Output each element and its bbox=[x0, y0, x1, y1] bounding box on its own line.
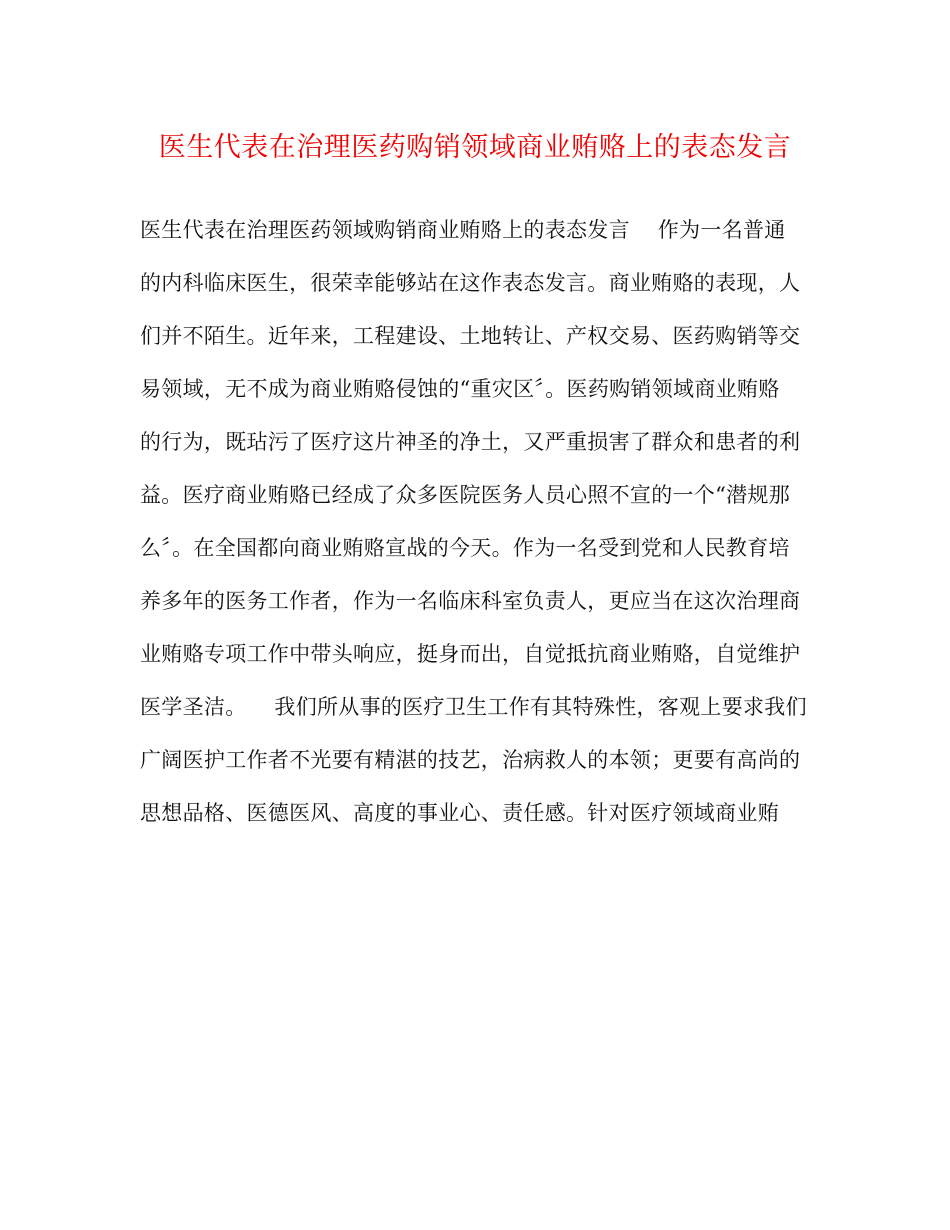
body-line: 医生代表在治理医药领域购销商业贿赂上的表态发言 作为一名普通 bbox=[140, 218, 786, 242]
document-body bbox=[140, 210, 820, 846]
body-line: 的内科临床医生，很荣幸能够站在这作表态发言。商业贿赂的表现，人 bbox=[140, 271, 801, 295]
body-line: 广阔医护工作者不光要有精湛的技艺，治病救人的本领；更要有高尚的 bbox=[140, 748, 801, 772]
body-line: 养多年的医务工作者，作为一名临床科室负责人，更应当在这次治理商 bbox=[140, 589, 801, 613]
body-line: 易领域，无不成为商业贿赂侵蚀的“重灾区〞。医药购销领域商业贿赂 bbox=[140, 377, 780, 401]
body-line: 益。医疗商业贿赂已经成了众多医院医务人员心照不宣的一个“潜规那 bbox=[140, 483, 791, 507]
body-line: 么〞。在全国都向商业贿赂宣战的今天。作为一名受到党和人民教育培 bbox=[140, 536, 790, 560]
body-line: 的行为，既玷污了医疗这片神圣的净土，又严重损害了群众和患者的利 bbox=[140, 430, 801, 454]
document-title: 医生代表在治理医药购销领域商业贿赂上的表态发言 bbox=[158, 132, 792, 163]
body-line: 医学圣洁。 我们所从事的医疗卫生工作有其特殊性，客观上要求我们 bbox=[140, 695, 807, 719]
body-line: 们并不陌生。近年来，工程建设、土地转让、产权交易、医药购销等交 bbox=[140, 324, 801, 348]
body-line: 业贿赂专项工作中带头响应，挺身而出，自觉抵抗商业贿赂，自觉维护 bbox=[140, 642, 801, 666]
body-line: 思想品格、医德医风、高度的事业心、责任感。针对医疗领域商业贿 bbox=[140, 801, 779, 825]
